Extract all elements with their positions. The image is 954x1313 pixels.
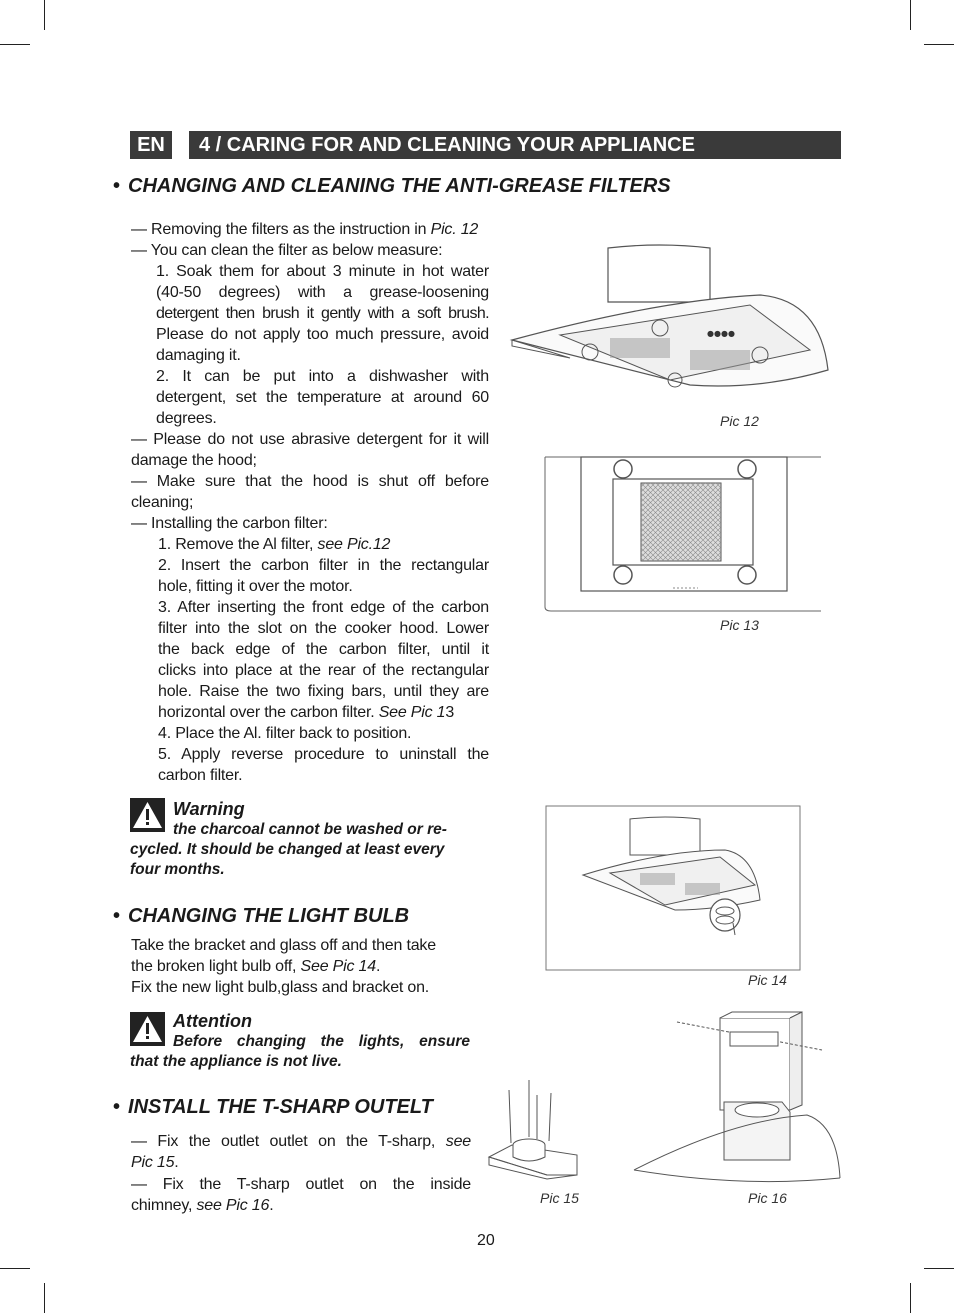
- pic16-caption: Pic 16: [748, 1190, 787, 1206]
- pic16-chimney-illustration: [632, 1010, 842, 1188]
- pic15-caption: Pic 15: [540, 1190, 579, 1206]
- pic13-filter-illustration: [543, 455, 823, 615]
- page-number: 20: [477, 1232, 495, 1249]
- pic14-bulb-illustration: [545, 805, 801, 971]
- pic12-hood-illustration: [510, 240, 835, 390]
- section-title-bulb: • CHANGING THE LIGHT BULB: [113, 905, 410, 927]
- warning-note: Warning the charcoal cannot be washed or re- cycled. It should be changed at least every four months.: [130, 798, 470, 880]
- svg-text:●●●●: ●●●●: [707, 329, 735, 338]
- pic14-caption: Pic 14: [748, 972, 787, 988]
- pic12-caption: Pic 12: [720, 413, 759, 429]
- pic13-caption: Pic 13: [720, 617, 759, 633]
- language-badge: EN: [130, 131, 172, 159]
- chapter-title: 4 / CARING FOR AND CLEANING YOUR APPLIANCE: [189, 131, 841, 159]
- pic15-outlet-illustration: [487, 1075, 582, 1180]
- attention-note: Attention Before changing the lights, ensure that the appliance is not live.: [130, 1011, 470, 1070]
- section-title-filters: • CHANGING AND CLEANING THE ANTI-GREASE FILTERS: [113, 175, 671, 197]
- filters-instructions: — Removing the filters as the instruction in Pic. 12 — You can clean the filter as below measure: 1. Soak them for about 3 minute in hot water (40-50 degrees) with a grease-loosening detergent then brush it gently with a soft brush. Please do not apply too much pressure, avoid damaging it. 2. It can be put into a dishwasher with detergent, set the temperature at around 60 degrees. — Please do not use abrasive detergent for it will damage the hood; — Make sure that the hood is shut off before cleaning; — Installing the carbon filter: 1. Remove the Al filter, see Pic.12 2. Insert the carbon filter in the rectangular hole, fitting it over the motor. 3. After inserting the front edge of the carbon filter into the slot on the cooker hood. Lower the back edge of the carbon filter, until it clicks into place at the rear of the rectangular hole. Raise the two fixing bars, until they are horizontal over the carbon filter. See Pic 13 4. Place the Al. filter back to position. 5. Apply reverse procedure to uninstall the carbon filter.: [131, 221, 489, 784]
- warning-icon: [130, 798, 165, 832]
- section-title-outlet: • INSTALL THE T-SHARP OUTELT: [113, 1096, 433, 1118]
- warning-title: Warning: [173, 799, 245, 819]
- attention-title: Attention: [173, 1011, 252, 1031]
- outlet-instructions: — Fix the outlet outlet on the T-sharp, see Pic 15. — Fix the T-sharp outlet on the inside chimney, see Pic 16.: [131, 1133, 471, 1214]
- bulb-instructions: Take the bracket and glass off and then take the broken light bulb off, See Pic 14. Fix the new light bulb,glass and bracket on.: [131, 937, 436, 996]
- warning-icon: [130, 1012, 165, 1046]
